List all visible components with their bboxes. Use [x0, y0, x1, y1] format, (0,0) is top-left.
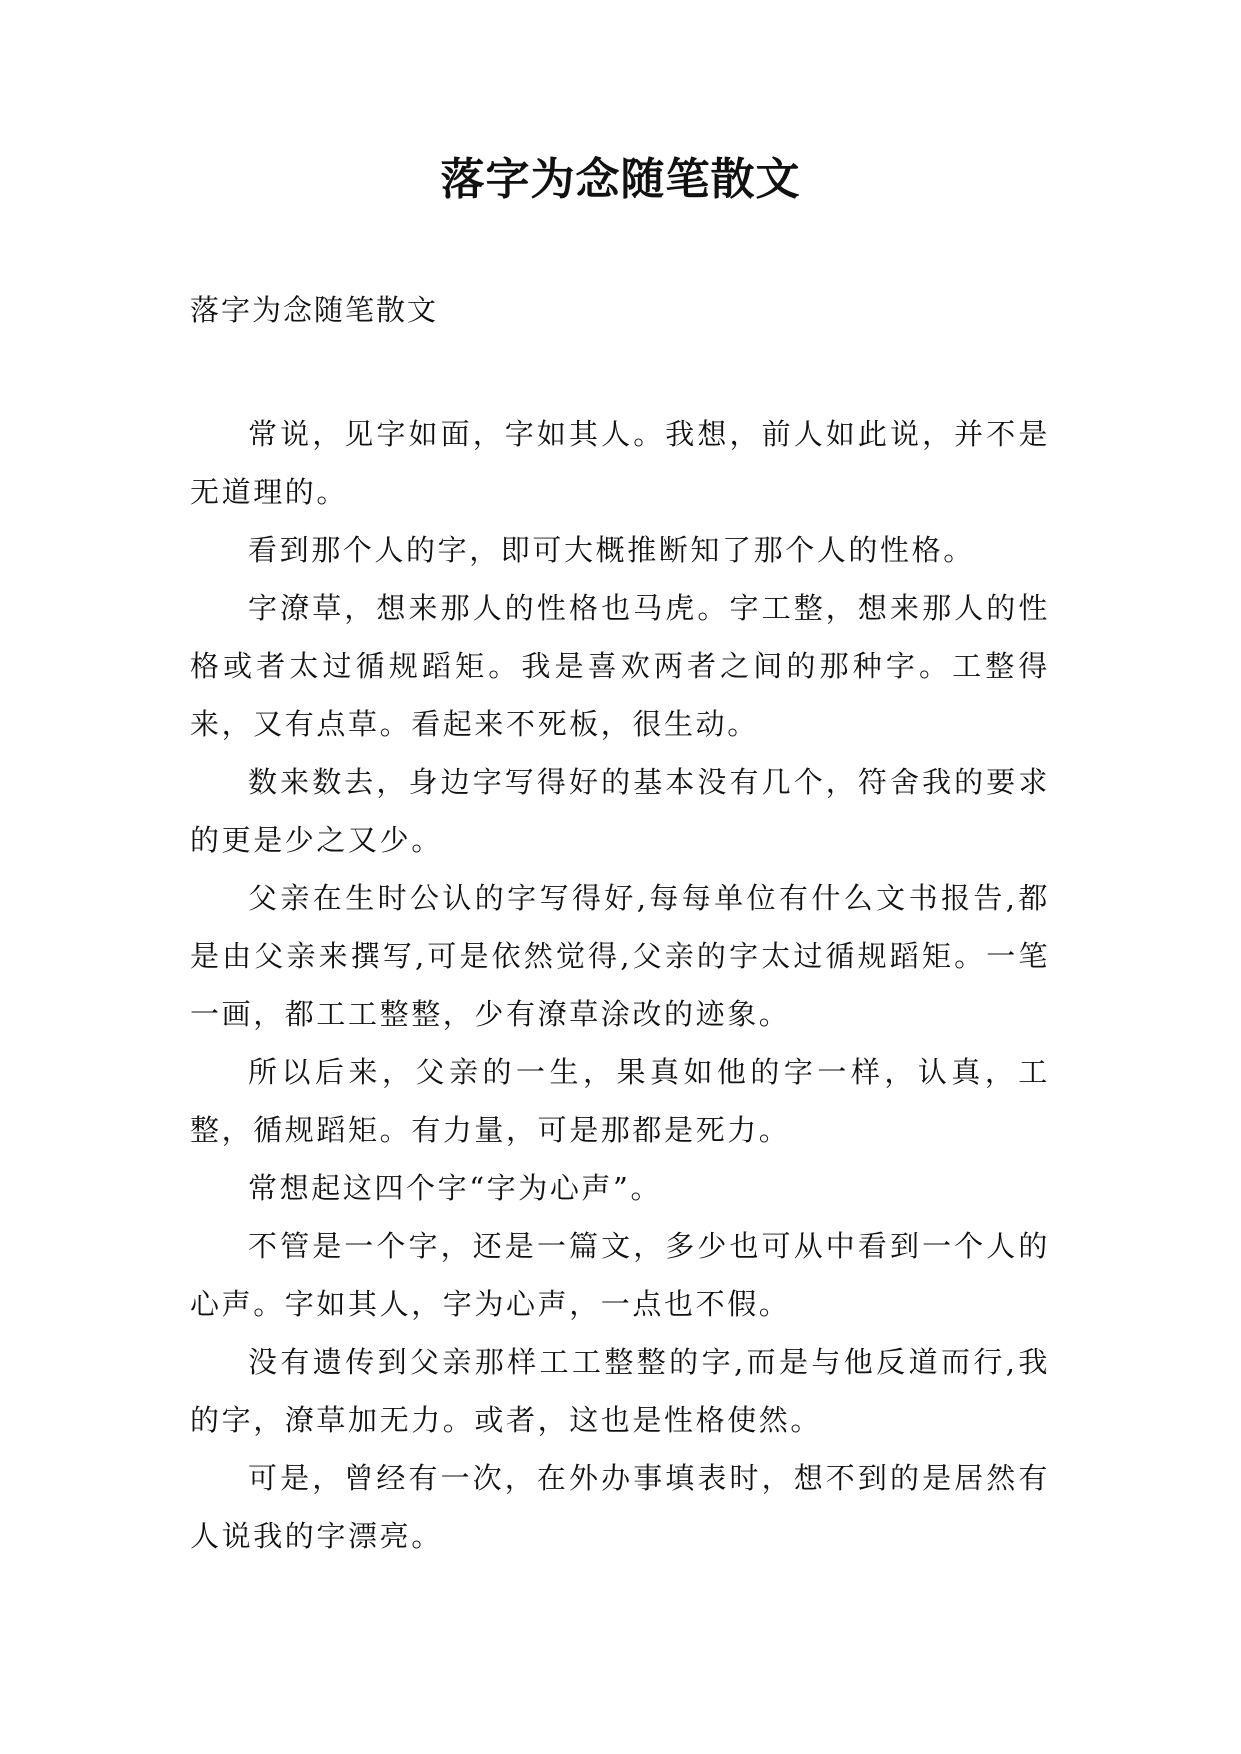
paragraph: 没有遗传到父亲那样工工整整的字,而是与他反道而行,我的字，潦草加无力。或者，这也是性格使然。	[190, 1345, 1050, 1437]
document-subtitle: 落字为念随笔散文	[190, 293, 439, 327]
paragraph: 字潦草，想来那人的性格也马虎。字工整，想来那人的性格或者太过循规蹈矩。我是喜欢两者之间的那种字。工整得来，又有点草。看起来不死板，很生动。	[190, 591, 1050, 741]
paragraph: 所以后来，父亲的一生，果真如他的字一样，认真，工整，循规蹈矩。有力量，可是那都是死力。	[190, 1055, 1050, 1147]
paragraph: 不管是一个字，还是一篇文，多少也可从中看到一个人的心声。字如其人，字为心声，一点也不假。	[190, 1229, 1050, 1321]
paragraph: 父亲在生时公认的字写得好,每每单位有什么文书报告,都是由父亲来撰写,可是依然觉得,父亲的字太过循规蹈矩。一笔一画，都工工整整，少有潦草涂改的迹象。	[190, 881, 1050, 1031]
paragraph: 常说，见字如面，字如其人。我想，前人如此说，并不是无道理的。	[190, 417, 1050, 509]
paragraph: 数来数去，身边字写得好的基本没有几个，符舍我的要求的更是少之又少。	[190, 765, 1050, 857]
paragraph: 常想起这四个字“字为心声”。	[248, 1171, 663, 1205]
document-body	[190, 405, 1050, 1565]
paragraph: 可是，曾经有一次，在外办事填表时，想不到的是居然有人说我的字漂亮。	[190, 1461, 1050, 1553]
paragraph: 看到那个人的字，即可大概推断知了那个人的性格。	[248, 533, 975, 567]
document-title: 落字为念随笔散文	[440, 154, 801, 205]
